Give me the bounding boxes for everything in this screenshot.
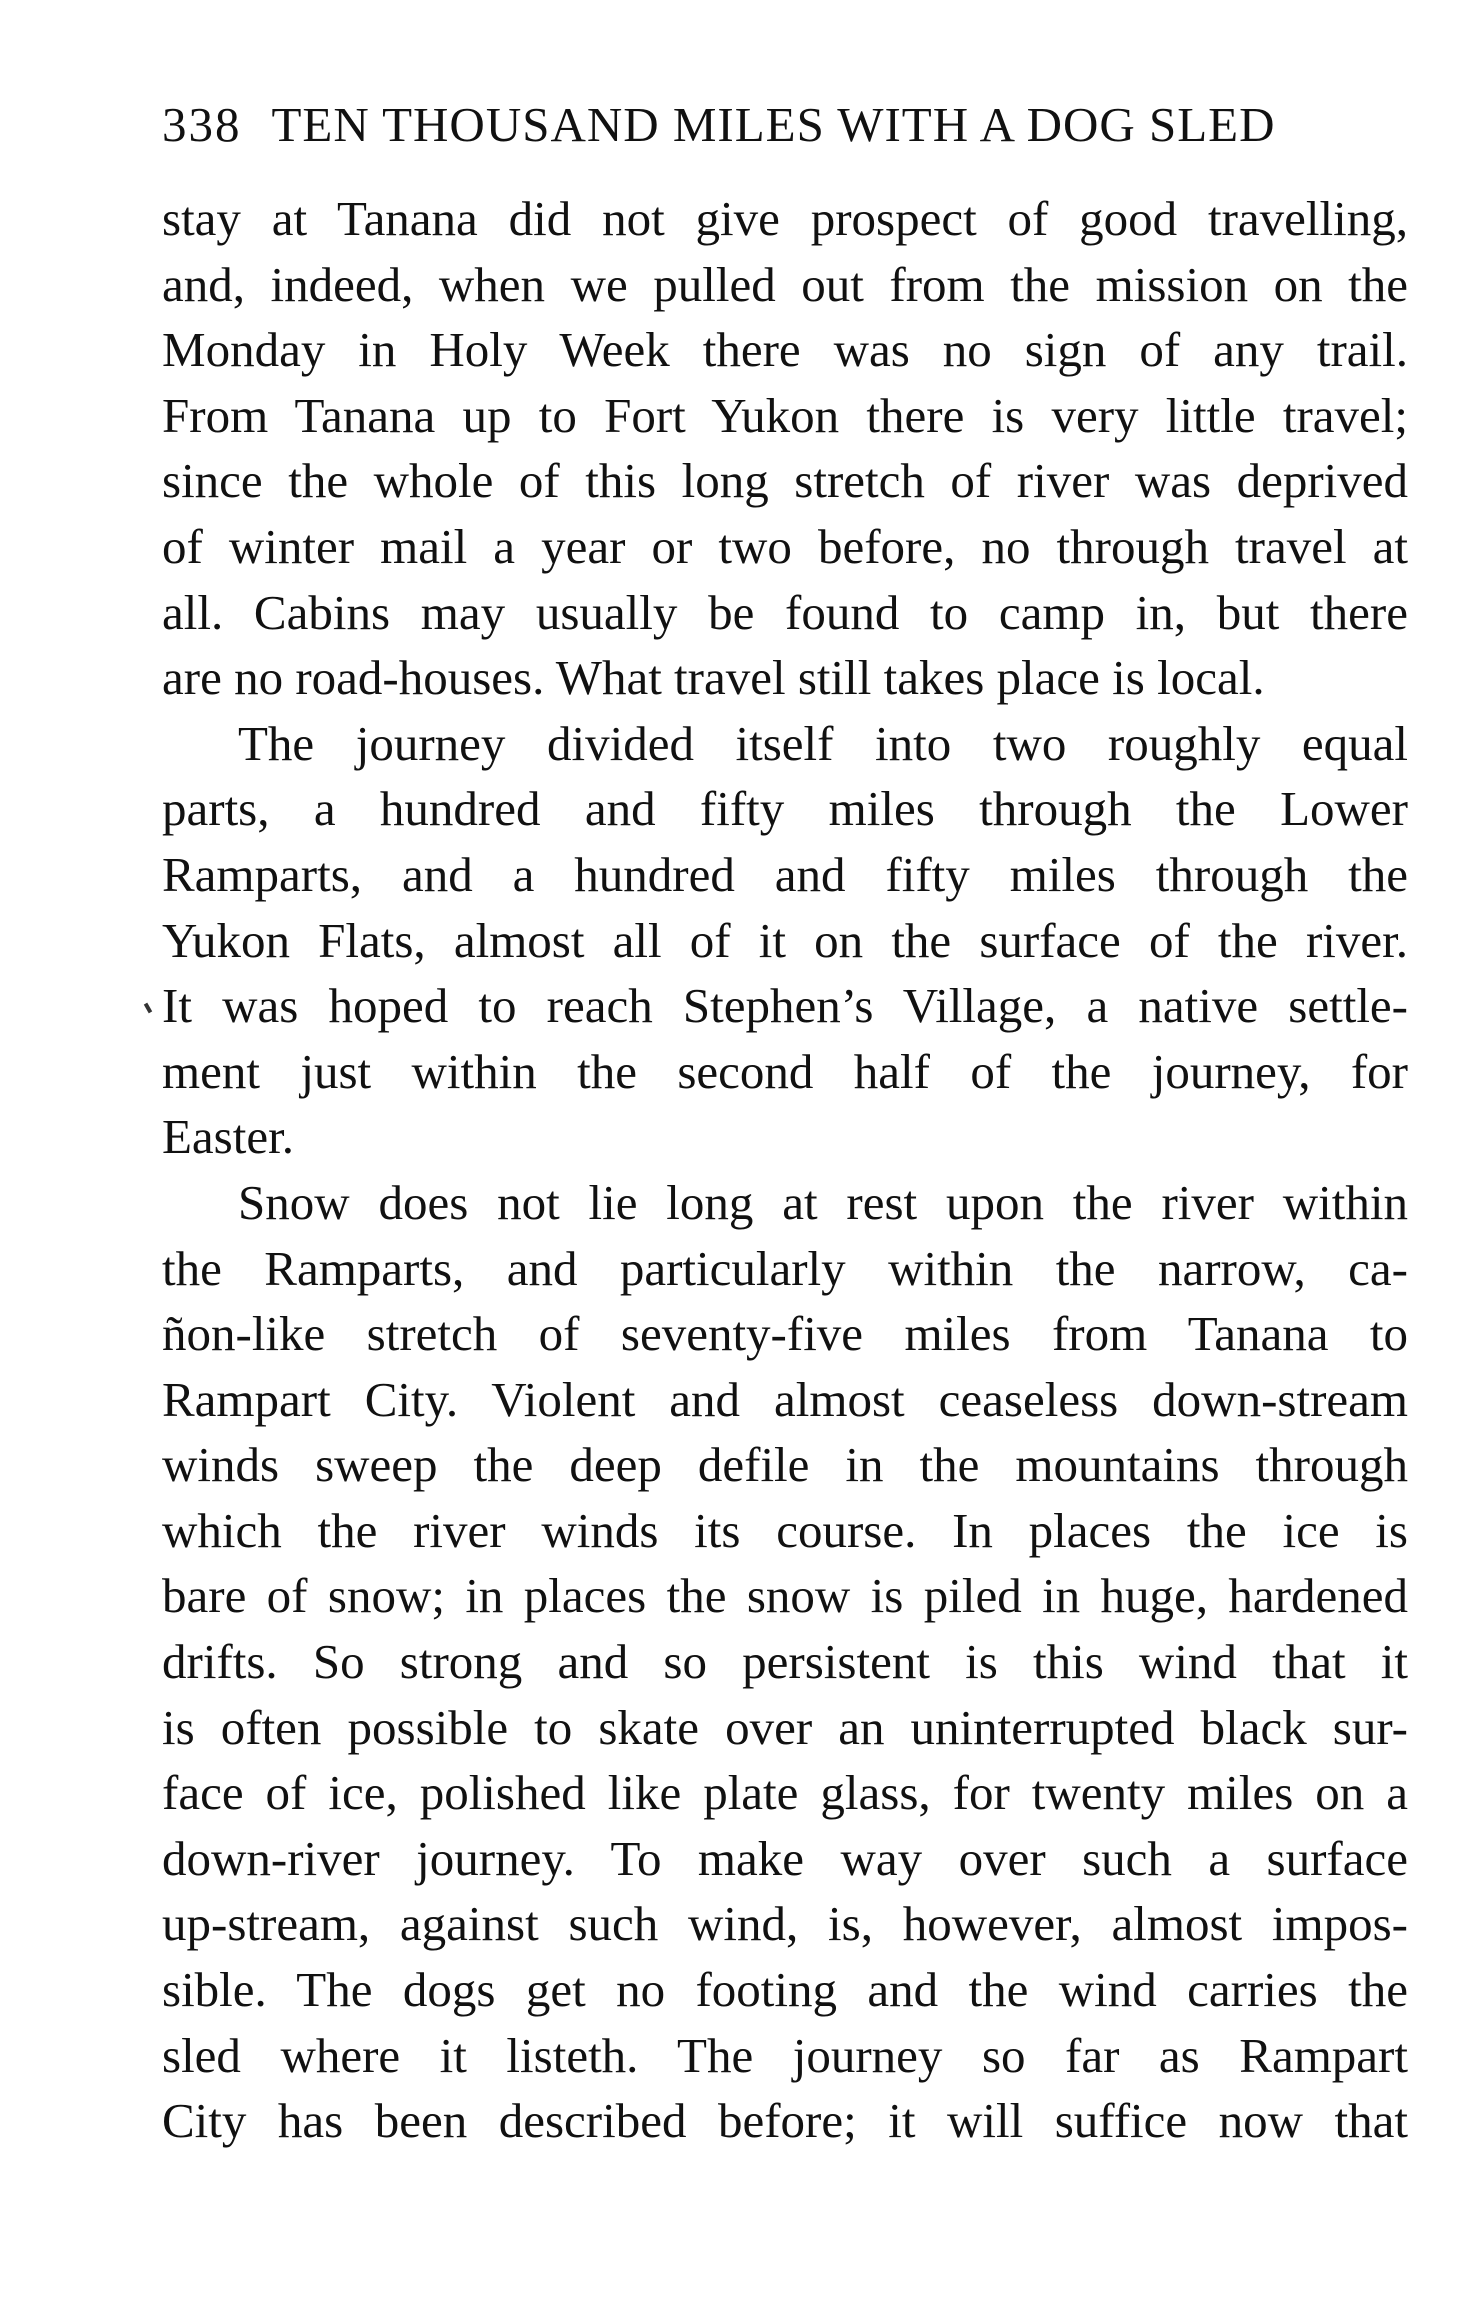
text-line: stay at Tanana did not give prospect of good travelling, [162, 191, 1408, 246]
text-line: The journey divided itself into two roughly equal [238, 715, 1408, 771]
text-line: are no road-houses. What travel still takes place is local. [162, 650, 1265, 706]
text-line: It was hoped to reach Stephen’s Village, a native settle- [162, 978, 1408, 1034]
text-line: Easter. [162, 1109, 294, 1165]
text-line: of winter mail a year or two before, no through travel at [162, 518, 1408, 574]
text-line: From Tanana up to Fort Yukon there is very little travel; [162, 387, 1408, 443]
text-line: since the whole of this long stretch of river was deprived [162, 453, 1408, 509]
text-line: the Ramparts, and particularly within the narrow, ca- [162, 1240, 1408, 1296]
text-line: which the river winds its course. In places the ice is [162, 1502, 1408, 1558]
text-line: sible. The dogs get no footing and the wind carries the [162, 1962, 1408, 2018]
text-line: Snow does not lie long at rest upon the river within [238, 1174, 1408, 1230]
text-line: winds sweep the deep defile in the mountains through [162, 1437, 1408, 1493]
text-line: sled where it listeth. The journey so far as Rampart [162, 2027, 1408, 2083]
text-line: Rampart City. Violent and almost ceaseless down-stream [162, 1371, 1408, 1427]
text-line: ment just within the second half of the journey, for [162, 1043, 1408, 1099]
paragraph-2 [162, 711, 1408, 1170]
running-head [162, 96, 1412, 156]
text-line: and, indeed, when we pulled out from the mission on the [162, 256, 1408, 312]
paragraph-1 [162, 186, 1408, 711]
body-text [162, 186, 1408, 2154]
text-line: drifts. So strong and so persistent is this wind that it [162, 1634, 1408, 1690]
text-line: Ramparts, and a hundred and fifty miles through the [162, 846, 1408, 902]
text-line: Monday in Holy Week there was no sign of any trail. [162, 322, 1408, 378]
page-number: 338 [162, 97, 242, 152]
text-line: down-river journey. To make way over such a surface [162, 1830, 1408, 1886]
text-line: up-stream, against such wind, is, however, almost impos- [162, 1896, 1408, 1952]
paragraph-3 [162, 1170, 1408, 2154]
text-line: all. Cabins may usually be found to camp in, but there [162, 584, 1408, 640]
text-line: is often possible to skate over an uninterrupted black sur- [162, 1699, 1408, 1755]
text-line: ñon-like stretch of seventy-five miles from Tanana to [162, 1306, 1408, 1362]
stray-ink-mark [144, 1003, 152, 1014]
text-line: bare of snow; in places the snow is piled in huge, hardened [162, 1568, 1408, 1624]
text-line: face of ice, polished like plate glass, for twenty miles on a [162, 1765, 1408, 1821]
text-line: parts, a hundred and fifty miles through the Lower [162, 781, 1408, 837]
text-line: Yukon Flats, almost all of it on the surface of the river. [162, 912, 1408, 968]
text-line: City has been described before; it will suffice now that [162, 2093, 1408, 2149]
running-title: TEN THOUSAND MILES WITH A DOG SLED [271, 97, 1276, 152]
